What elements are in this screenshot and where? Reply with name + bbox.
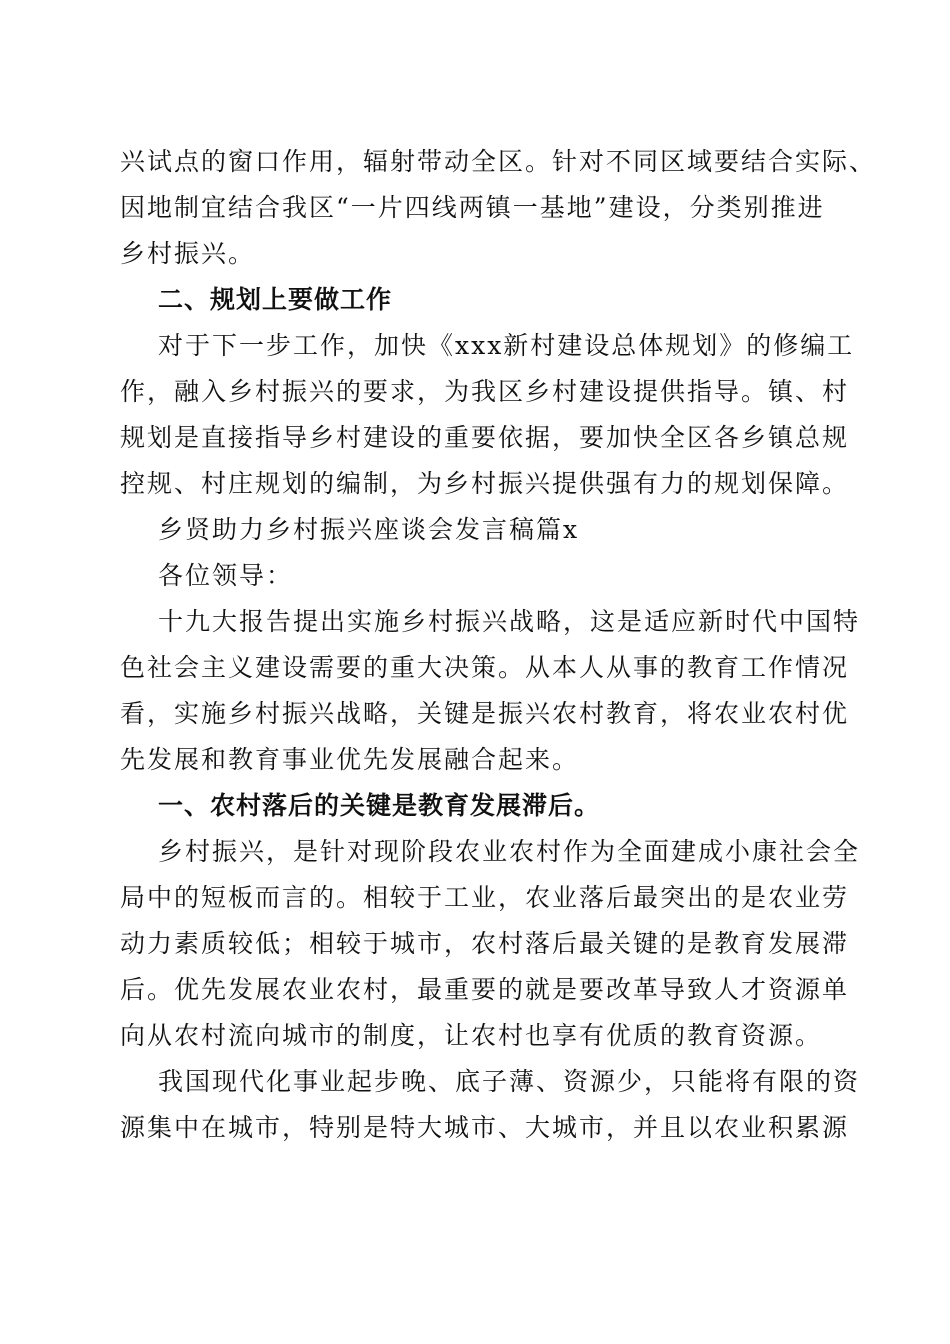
paragraph-line: 看，实施乡村振兴战略，关键是振兴农村教育，将农业农村优 [120,699,850,728]
paragraph-line: 因地制宜结合我区“一片四线两镇一基地”建设，分类别推进 [120,193,825,222]
paragraph-line: 源集中在城市，特别是特大城市、大城市，并且以农业积累源 [120,1113,850,1142]
paragraph-line: 十九大报告提出实施乡村振兴战略，这是适应新时代中国特 [158,607,861,636]
section-heading: 二、规划上要做工作 [158,285,393,314]
speech-title: 乡贤助力乡村振兴座谈会发言稿篇x [158,515,580,544]
paragraph-line: 后。优先发展农业农村，最重要的就是要改革导致人才资源单 [120,975,850,1004]
paragraph-line: 规划是直接指导乡村建设的重要依据，要加快全区各乡镇总规 [120,423,850,452]
paragraph-line: 兴试点的窗口作用，辐射带动全区。针对不同区域要结合实际、 [120,147,877,176]
section-heading: 一、农村落后的关键是教育发展滞后。 [158,791,601,820]
salutation: 各位领导： [158,561,294,590]
paragraph-line: 乡村振兴，是针对现阶段农业农村作为全面建成小康社会全 [158,837,861,866]
paragraph-line: 我国现代化事业起步晚、底子薄、资源少，只能将有限的资 [158,1067,861,1096]
paragraph-line: 乡村振兴。 [120,239,256,268]
paragraph-line: 控规、村庄规划的编制，为乡村振兴提供强有力的规划保障。 [120,469,850,498]
paragraph-line: 作，融入乡村振兴的要求，为我区乡村建设提供指导。镇、村 [120,377,850,406]
paragraph-line: 色社会主义建设需要的重大决策。从本人从事的教育工作情况 [120,653,850,682]
paragraph-line: 局中的短板而言的。相较于工业，农业落后最突出的是农业劳 [120,883,850,912]
paragraph-line: 向从农村流向城市的制度，让农村也享有优质的教育资源。 [120,1021,823,1050]
paragraph-line: 动力素质较低；相较于城市，农村落后最关键的是教育发展滞 [120,929,850,958]
paragraph-line: 先发展和教育事业优先发展融合起来。 [120,745,580,774]
paragraph-line: 对于下一步工作，加快《xxx新村建设总体规划》的修编工 [158,331,855,360]
